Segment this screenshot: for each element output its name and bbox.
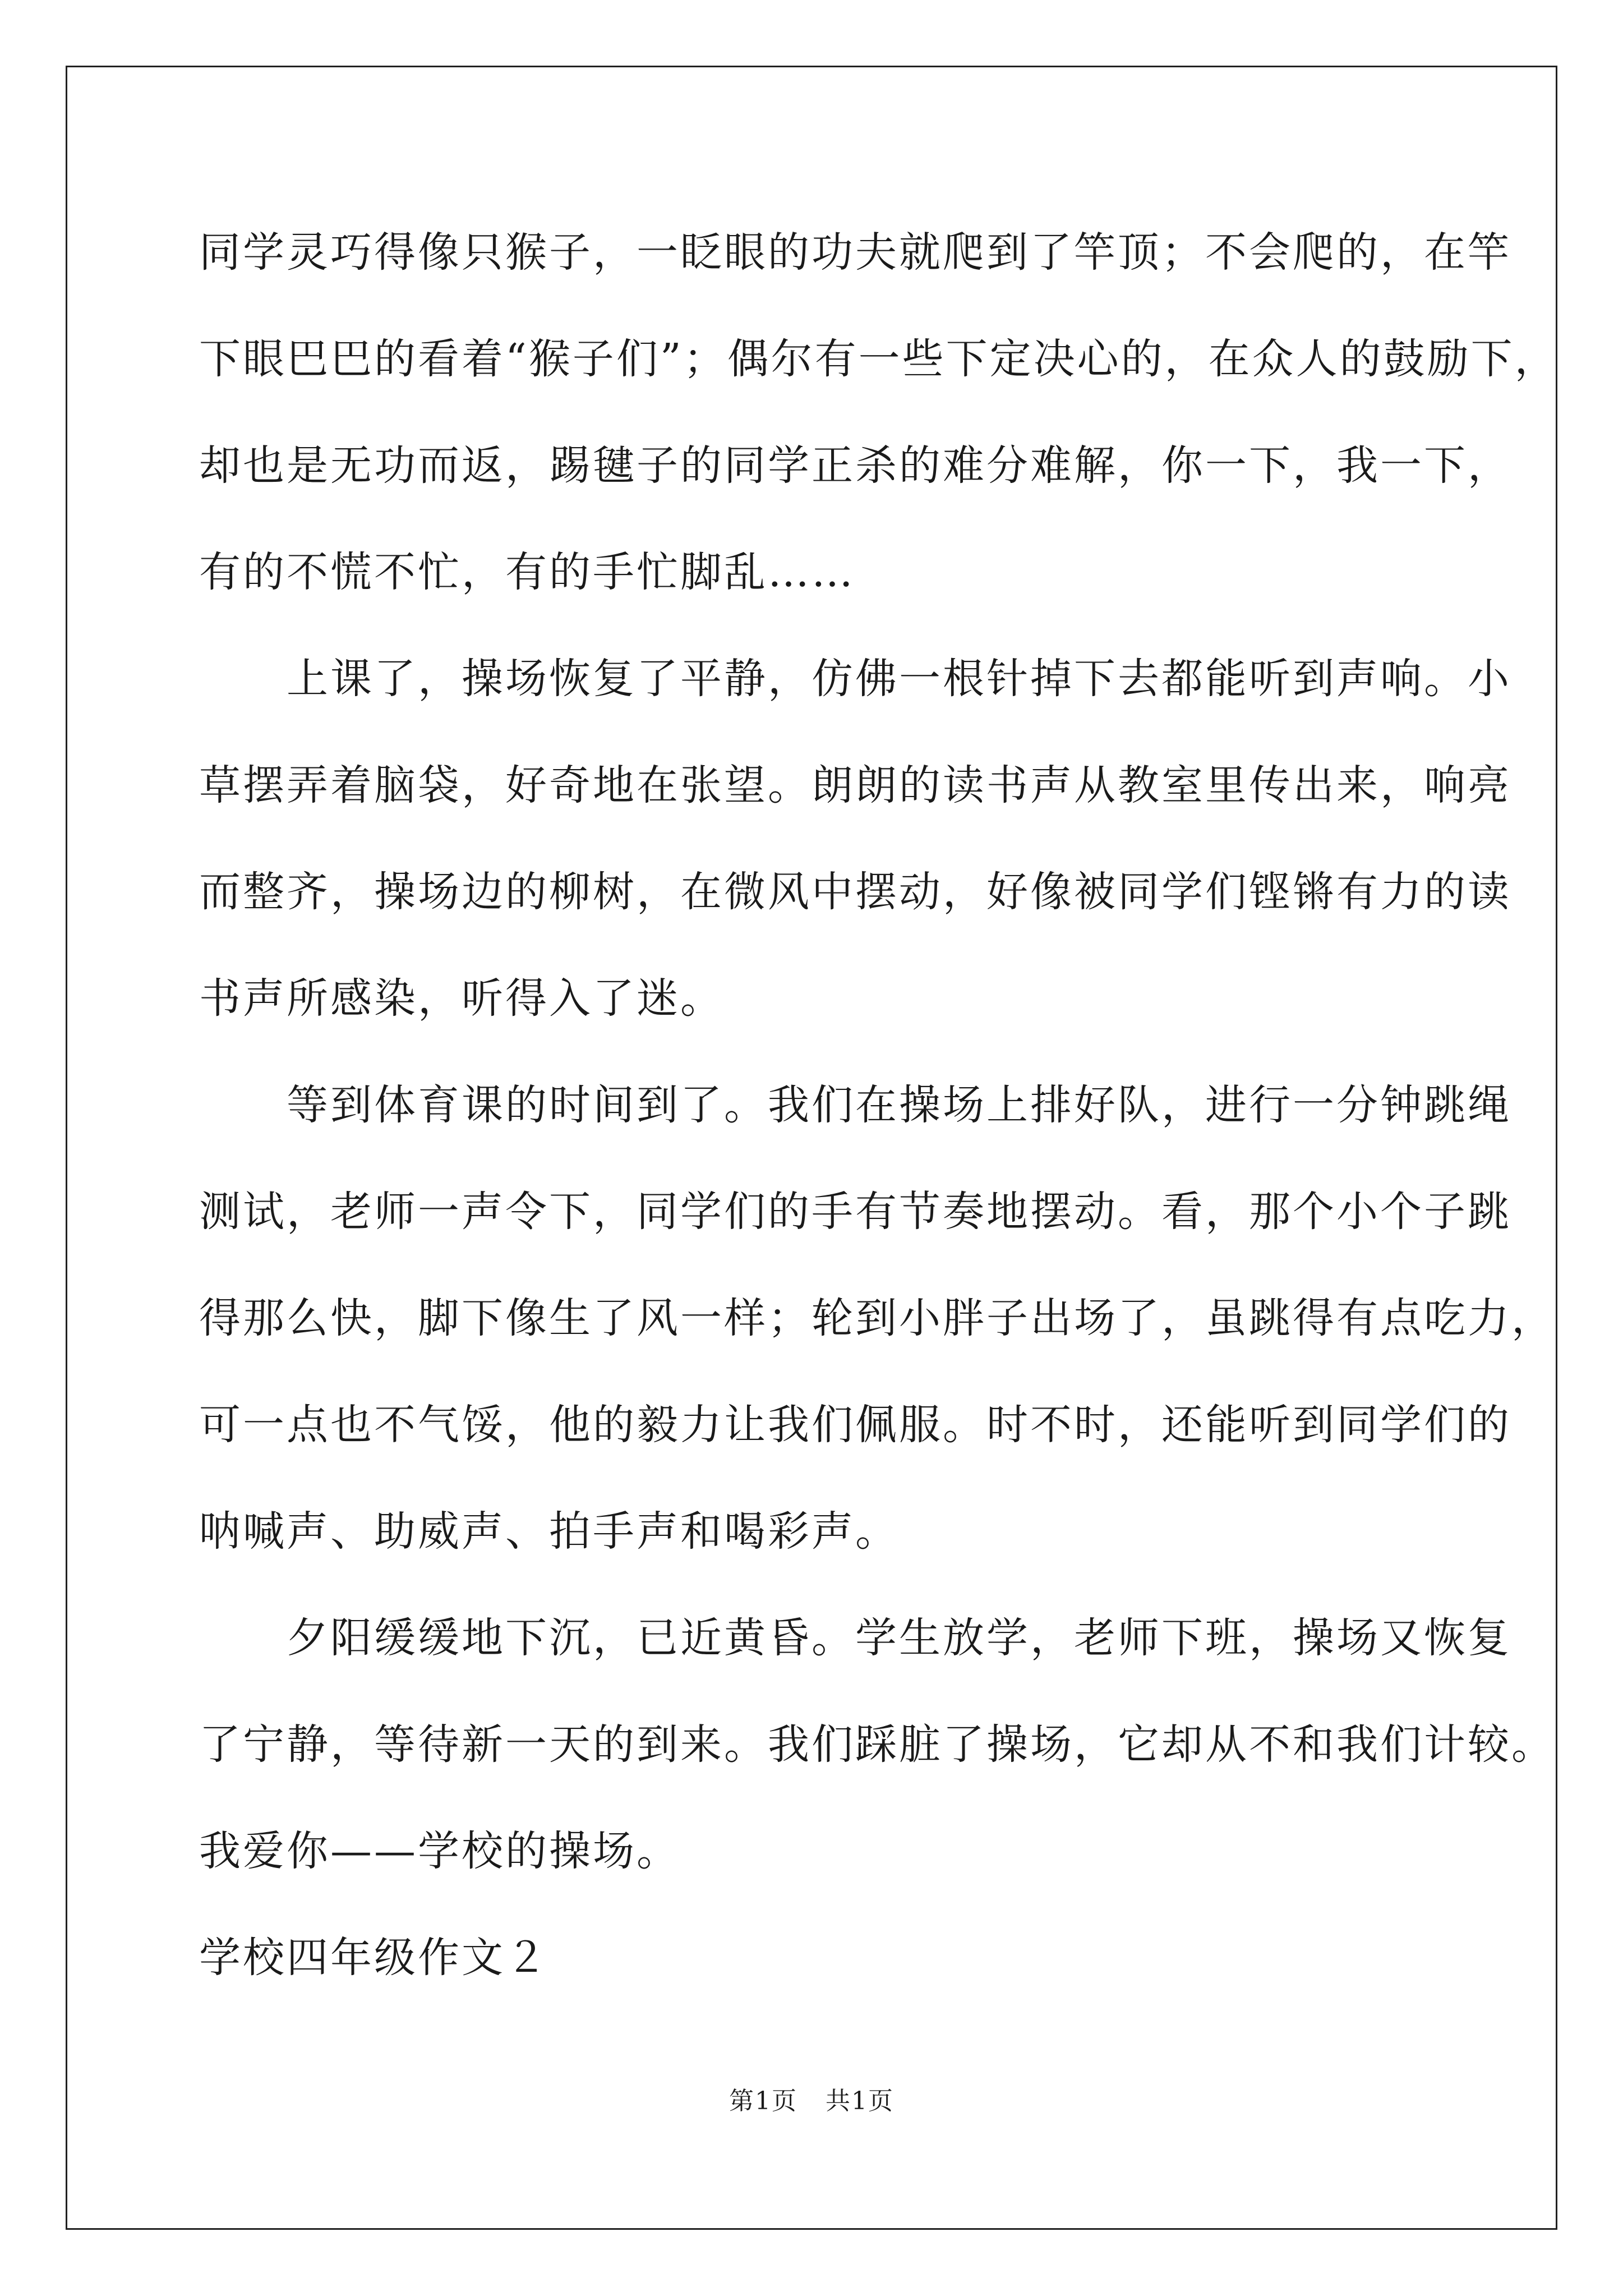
- page-number: 第1页: [729, 2087, 797, 2115]
- text-line: 却也是无功而返，踢毽子的同学正杀的难分难解，你一下，我一下，: [199, 441, 1511, 490]
- text-line: 草摆弄着脑袋，好奇地在张望。朗朗的读书声从教室里传出来，响亮: [199, 761, 1511, 809]
- section-heading: 学校四年级作文２: [199, 1934, 549, 1982]
- text-line: 呐喊声、助威声、拍手声和喝彩声。: [199, 1507, 899, 1556]
- page-total: 共1页: [826, 2087, 894, 2115]
- text-line: 等到体育课的时间到了。我们在操场上排好队，进行一分钟跳绳: [199, 1081, 1511, 1129]
- text-line: 下眼巴巴的看着“猴子们”；偶尔有一些下定决心的，在众人的鼓励下，: [199, 335, 1559, 383]
- text-line: 我爱你——学校的操场。: [199, 1827, 680, 1875]
- text-line: 而整齐，操场边的柳树，在微风中摆动，好像被同学们铿锵有力的读: [199, 868, 1511, 916]
- text-line: 了宁静，等待新一天的到来。我们踩脏了操场，它却从不和我们计较。: [199, 1720, 1555, 1769]
- text-line: 得那么快，脚下像生了风一样；轮到小胖子出场了，虽跳得有点吃力，: [199, 1294, 1555, 1342]
- text-line: 书声所感染，听得入了迷。: [199, 974, 724, 1023]
- text-line: 同学灵巧得像只猴子，一眨眼的功夫就爬到了竿顶；不会爬的，在竿: [199, 228, 1511, 277]
- page-footer: [0, 2086, 1623, 2117]
- text-line: 有的不慌不忙，有的手忙脚乱……: [199, 548, 855, 596]
- text-line: 上课了，操场恢复了平静，仿佛一根针掉下去都能听到声响。小: [199, 655, 1511, 703]
- text-line: 可一点也不气馁，他的毅力让我们佩服。时不时，还能听到同学们的: [199, 1401, 1511, 1449]
- text-line: 测试，老师一声令下，同学们的手有节奏地摆动。看，那个小个子跳: [199, 1188, 1511, 1236]
- text-line: 夕阳缓缓地下沉，已近黄昏。学生放学，老师下班，操场又恢复: [199, 1614, 1511, 1662]
- page-frame: [66, 66, 1557, 2230]
